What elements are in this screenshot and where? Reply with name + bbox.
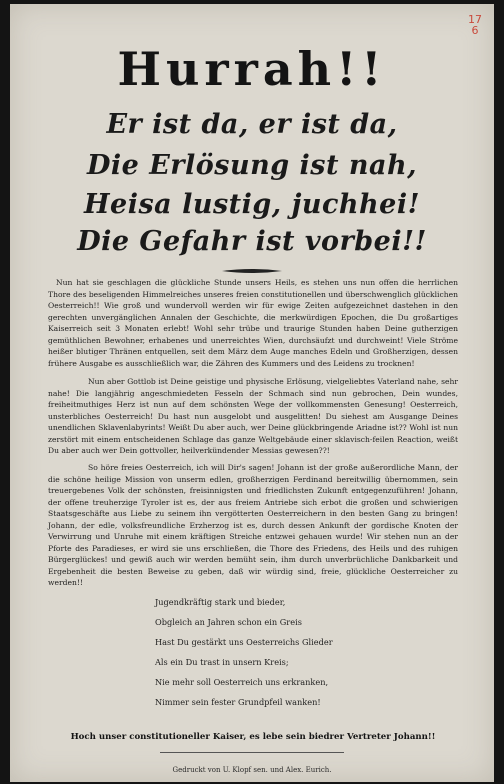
verse-line: Obgleich an Jahren schon ein Greis [155, 617, 302, 627]
verse-line: Nimmer sein fester Grundpfeil wanken! [155, 697, 321, 707]
headline-line-1: Er ist da, er ist da, [106, 109, 398, 140]
closing-cheer: Hoch unser constitutioneller Kaiser, es lebe sein biedrer Vertreter Johann!! [70, 732, 436, 742]
verse-line: Jugendkräftig stark und bieder, [155, 597, 286, 607]
verse-stanza [155, 592, 333, 712]
printer-imprint: Gedruckt von U. Klopf sen. und Alex. Eurich. [172, 766, 332, 774]
stamp-line-1: 17 [468, 13, 482, 26]
headline-line-2: Die Erlösung ist nah, [86, 150, 418, 181]
headline-line-3: Heisa lustig, juchhei! [84, 189, 420, 220]
stamp-line-2: 6 [471, 24, 479, 37]
paragraph-2: Nun aber Gottlob ist Deine geistige und physische Erlösung, vielgeliebtes Vaterland nahe, sehr nahe! Die langjährig angeschmiedeten Fesseln der Schmach sind nun gebrochen, Dein wundes, freiheitmuthiges Herz ist nun auf dem schönsten Wege der vollkommensten Genesung! Oesterreich, unsterbliches Oesterreich! Du hast nun ausgelobt und ausgelitten! Du siehest am Ausgange Deines unendlichen Sklavenlabyrints! Weißt Du aber auch, wer Deine glückbringende Ariadne ist?? Wohl ist nun zerstört mit einem entscheidenen Schlage das ganze Weltgebäude einer sklavisch-feilen Reaction, weißt Du aber auch wer Dein gottvoller, heilverkündender Messias gewesen??! [48, 377, 458, 455]
headline-title: Hurrah!! [117, 42, 387, 96]
paragraph-1: Nun hat sie geschlagen die glückliche Stunde unsers Heils, es stehen uns nun offen die herrlichen Thore des beseligenden Himmelreiches unseres freien constitutionellen und überschwenglich glücklichen Oesterreich!! Wie groß und wundervoll werden wir für ewige Zeiten aufgezeichnet dastehen in den gerechten unvergänglichen Annalen der Geschichte, die merkwürdigen Epochen, die Du großartiges Kaiserreich seit 3 Monaten erlebt! Wohl sehr trübe und traurige Stunden haben Deine gutherzigen gemüthlichen Bewohner, erhabenes und unerreichtes Wien, durchsäufzt und durchweint! Viele Ströme heißer blutiger Thränen entquellen, seit dem März dem Auge manches Edeln und Großherzigen, dessen frühere Ausgabe es ausschließlich war, die Zähren des Kummers und des Leidens zu trocknen! [48, 278, 458, 368]
ornamental-divider [222, 268, 282, 274]
footer-rule [160, 752, 344, 753]
archive-number-stamp [468, 14, 482, 36]
verse-line: Hast Du gestärkt uns Oesterreichs Glieder [155, 637, 333, 647]
broadside-sheet [10, 4, 494, 782]
paragraph-3: So höre freies Oesterreich, ich will Dir's sagen! Johann ist der große außerordliche Mann, der die schöne heilige Mission von unserm edlen, großherzigen Ferdinand bereitwillig übernommen, sein treuergebenes Volk der schönsten, freisinnigsten und friedlichsten Zukunft entgegenzuführen! Johann, der offene treuherzige Tyroler ist es, der aus freiem Antriebe sich erbot die großen und schwierigen Staatsgeschäfte aus Liebe zu seinem ihn vergötterten Oesterreichern in den besten Gang zu bringen! Johann, der edle, volksfreundliche Erzherzog ist es, durch dessen Ankunft der gordische Knoten der Verwirrung und Unruhe mit einem kräftigen Streiche entzwei gehauen wurde! Wir stehen nun an der Pforte des Paradieses, er wird sie uns erschließen, die Thore des Friedens, des Heils und des ruhigen Bürgerglückes! und gewiß auch wir werden bemüht sein, ihm durch unverbrüchliche Dankbarkeit und Ergebenheit die besten Beweise zu geben, daß wir würdig sind, freie, glückliche Oesterreicher zu werden!! [48, 463, 458, 587]
verse-line: Als ein Du trast in unsern Kreis; [155, 657, 289, 667]
headline-line-4: Die Gefahr ist vorbei!! [77, 226, 427, 257]
verse-line: Nie mehr soll Oesterreich uns erkranken, [155, 677, 329, 687]
